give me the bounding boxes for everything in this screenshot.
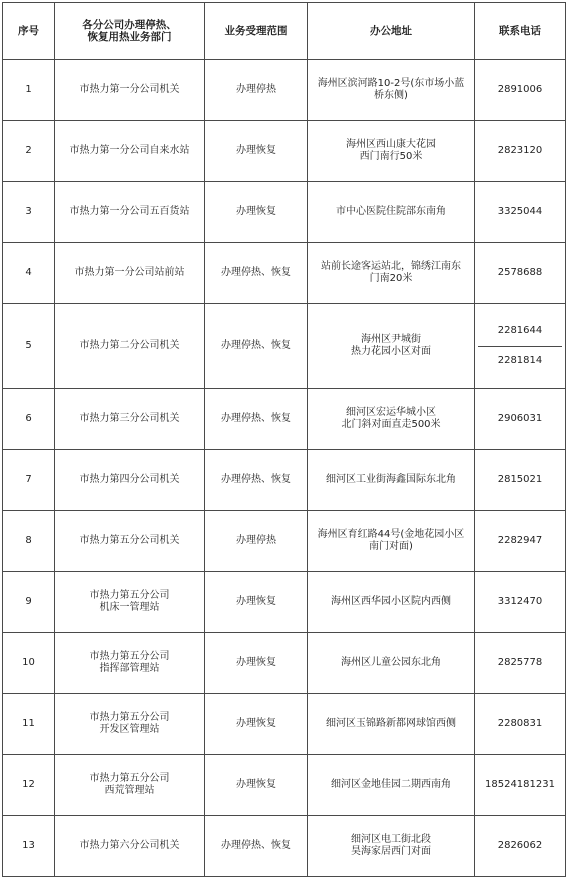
table-row — [3, 60, 566, 121]
cell-scope: 办理恢复 — [205, 755, 308, 816]
table-row — [3, 511, 566, 572]
cell-phone: 2280831 — [475, 694, 566, 755]
cell-seq: 11 — [3, 694, 55, 755]
cell-seq: 5 — [3, 304, 55, 389]
header-scope: 业务受理范围 — [205, 3, 308, 60]
cell-seq: 3 — [3, 182, 55, 243]
cell-seq: 8 — [3, 511, 55, 572]
phone-primary: 2281644 — [497, 324, 543, 336]
header-phone: 联系电话 — [475, 3, 566, 60]
cell-branch: 市热力第五分公司机关 — [55, 511, 205, 572]
cell-branch: 市热力第五分公司 开发区管理站 — [55, 694, 205, 755]
cell-address: 海州区西山康大花园 西门南行50米 — [308, 121, 475, 182]
table-row — [3, 755, 566, 816]
heating-service-table — [2, 2, 566, 877]
cell-phone: 2825778 — [475, 633, 566, 694]
cell-address: 市中心医院住院部东南角 — [308, 182, 475, 243]
cell-phone: 2906031 — [475, 389, 566, 450]
cell-scope: 办理停热 — [205, 60, 308, 121]
cell-phone: 2891006 — [475, 60, 566, 121]
cell-scope: 办理停热 — [205, 511, 308, 572]
cell-seq: 1 — [3, 60, 55, 121]
table-row — [3, 389, 566, 450]
cell-scope: 办理停热、恢复 — [205, 243, 308, 304]
cell-branch: 市热力第五分公司 西荒管理站 — [55, 755, 205, 816]
cell-branch: 市热力第一分公司机关 — [55, 60, 205, 121]
cell-branch: 市热力第一分公司五百货站 — [55, 182, 205, 243]
cell-address: 细河区工业街海鑫国际东北角 — [308, 450, 475, 511]
cell-address: 海州区育红路44号(金地花园小区 南门对面) — [308, 511, 475, 572]
cell-address: 海州区西华园小区院内西侧 — [308, 572, 475, 633]
cell-branch: 市热力第五分公司 机床一管理站 — [55, 572, 205, 633]
cell-seq: 9 — [3, 572, 55, 633]
cell-phone: 2578688 — [475, 243, 566, 304]
header-branch: 各分公司办理停热、 恢复用热业务部门 — [55, 3, 205, 60]
table-row — [3, 121, 566, 182]
cell-address: 海州区儿童公园东北角 — [308, 633, 475, 694]
cell-phone: 2815021 — [475, 450, 566, 511]
cell-address: 细河区电工街北段 昊海家居西门对面 — [308, 816, 475, 877]
cell-scope: 办理停热、恢复 — [205, 304, 308, 389]
cell-branch: 市热力第一分公司自来水站 — [55, 121, 205, 182]
cell-scope: 办理停热、恢复 — [205, 816, 308, 877]
cell-seq: 6 — [3, 389, 55, 450]
cell-branch: 市热力第二分公司机关 — [55, 304, 205, 389]
cell-seq: 12 — [3, 755, 55, 816]
table-row — [3, 633, 566, 694]
cell-address: 站前长途客运站北，锦绣江南东 门南20米 — [308, 243, 475, 304]
cell-branch: 市热力第一分公司站前站 — [55, 243, 205, 304]
header-address: 办公地址 — [308, 3, 475, 60]
cell-phone: 3325044 — [475, 182, 566, 243]
table-row — [3, 450, 566, 511]
cell-phone: 3312470 — [475, 572, 566, 633]
cell-scope: 办理恢复 — [205, 694, 308, 755]
cell-seq: 10 — [3, 633, 55, 694]
cell-address: 细河区玉锦路新都网球馆西侧 — [308, 694, 475, 755]
header-seq: 序号 — [3, 3, 55, 60]
cell-seq: 4 — [3, 243, 55, 304]
cell-phone: 2282947 — [475, 511, 566, 572]
cell-phone: 18524181231 — [475, 755, 566, 816]
cell-seq: 2 — [3, 121, 55, 182]
table-row — [3, 694, 566, 755]
cell-address: 细河区金地佳园二期西南角 — [308, 755, 475, 816]
cell-scope: 办理恢复 — [205, 572, 308, 633]
cell-scope: 办理恢复 — [205, 182, 308, 243]
cell-scope: 办理恢复 — [205, 121, 308, 182]
cell-seq: 13 — [3, 816, 55, 877]
table-row — [3, 243, 566, 304]
table-row — [3, 572, 566, 633]
cell-branch: 市热力第三分公司机关 — [55, 389, 205, 450]
cell-address: 细河区宏运华城小区 北门斜对面直走500米 — [308, 389, 475, 450]
cell-scope: 办理恢复 — [205, 633, 308, 694]
table-row — [3, 304, 566, 389]
table-row — [3, 816, 566, 877]
phone-split — [478, 316, 562, 376]
cell-scope: 办理停热、恢复 — [205, 389, 308, 450]
table-row — [3, 182, 566, 243]
cell-address: 海州区滨河路10-2号(东市场小蓝 桥东侧) — [308, 60, 475, 121]
cell-branch: 市热力第四分公司机关 — [55, 450, 205, 511]
cell-phone: 2823120 — [475, 121, 566, 182]
cell-scope: 办理停热、恢复 — [205, 450, 308, 511]
cell-seq: 7 — [3, 450, 55, 511]
cell-address: 海州区尹城街 热力花园小区对面 — [308, 304, 475, 389]
phone-secondary: 2281814 — [478, 346, 562, 377]
cell-branch: 市热力第五分公司 指挥部管理站 — [55, 633, 205, 694]
cell-branch: 市热力第六分公司机关 — [55, 816, 205, 877]
header-row — [3, 3, 566, 60]
cell-phone: 2826062 — [475, 816, 566, 877]
cell-phone — [475, 304, 566, 389]
